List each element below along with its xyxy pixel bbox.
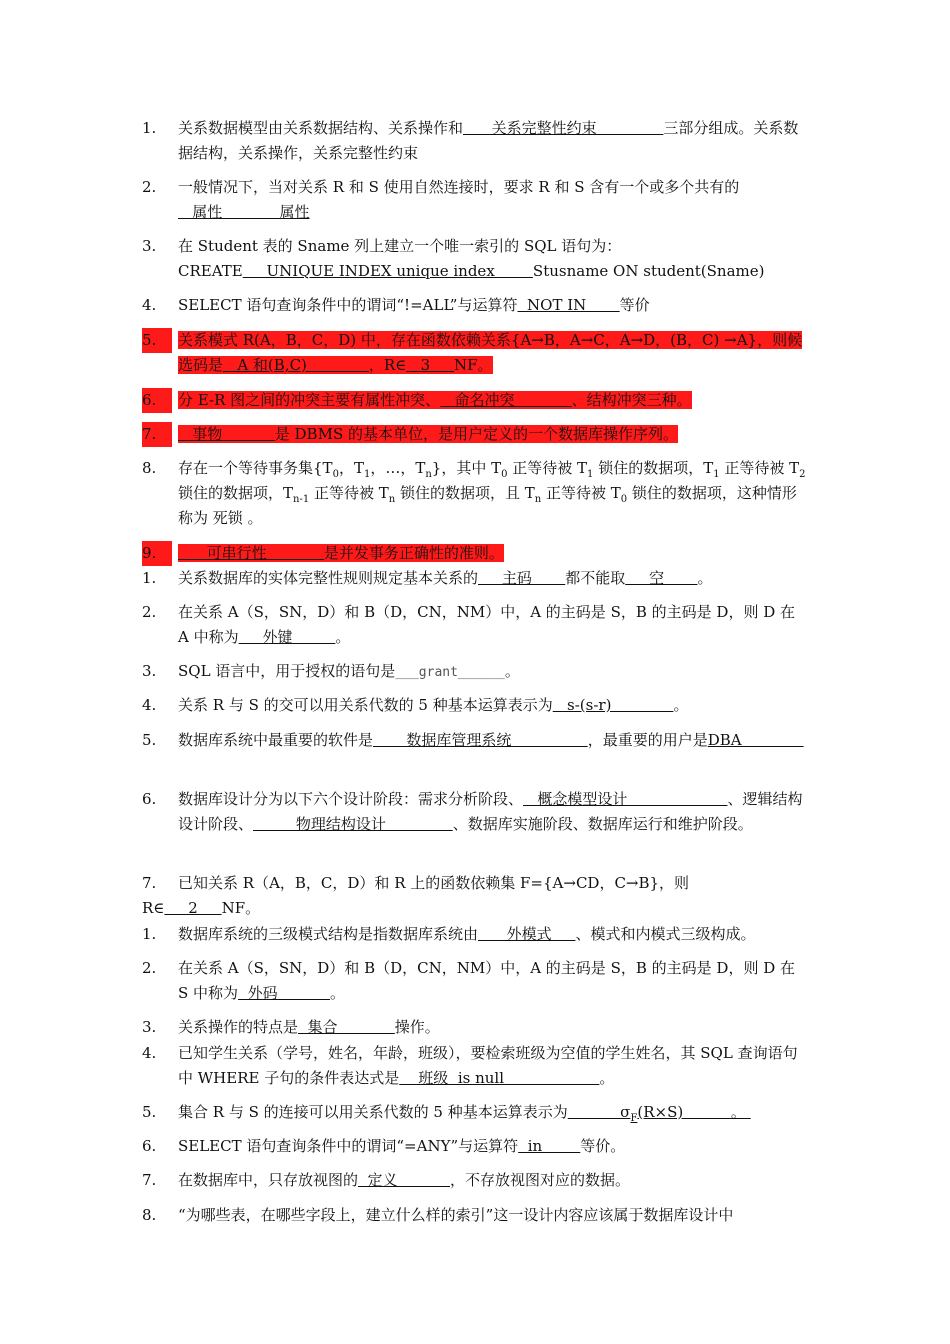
answer-blank: A 和(B,C) <box>223 356 369 374</box>
question-item <box>142 1015 810 1040</box>
text-segment: 在数据库中，只存放视图的 <box>178 1171 359 1189</box>
item-number: 8. <box>142 459 157 477</box>
text-segment: R∈ <box>142 899 165 917</box>
text-segment: 在关系 A（S，SN，D）和 B（D，CN，NM）中，A 的主码是 S，B 的主码是 D，则 D 在 S 中称为 <box>178 959 796 1002</box>
item-number: 7. <box>142 874 157 892</box>
text-segment: 操作。 <box>394 1018 440 1036</box>
question-item <box>142 388 810 413</box>
item-number: 1. <box>142 925 157 943</box>
question-item <box>142 175 810 225</box>
answer-blank: 事物 <box>178 425 275 443</box>
item-text <box>178 1041 810 1091</box>
text-segment: 关系模式 R(A，B，C，D) 中，存在函数依赖关系{A→B，A→C，A→D，(B，C) →A}，则候选码是 <box>178 331 803 374</box>
item-number: 6. <box>142 790 157 808</box>
answer-blank: NOT IN <box>517 296 620 314</box>
answer-blank: s-(s-r) <box>552 696 674 714</box>
text-segment: ___grant______ <box>395 665 505 680</box>
question-item <box>142 422 810 447</box>
answer-blank: 外键 <box>238 628 336 646</box>
item-text <box>178 175 810 225</box>
item-number: 5. <box>142 731 157 749</box>
text-segment: 锁住的数据项，T <box>178 484 294 502</box>
item-text <box>178 922 810 947</box>
text-segment: “为哪些表，在哪些字段上，建立什么样的索引”这一设计内容应该属于数据库设计中 <box>178 1206 734 1224</box>
question-item <box>142 1041 810 1091</box>
item-number: 1. <box>142 569 157 587</box>
answer-blank: 3 <box>406 356 454 374</box>
text-segment: 。 <box>599 1069 615 1087</box>
item-text <box>178 116 810 166</box>
text-segment: 三部分组成。关系数据结构，关系操作，关系完整性约束 <box>178 119 799 162</box>
question-item <box>142 234 810 284</box>
question-item <box>142 328 810 378</box>
item-number: 7. <box>142 1171 157 1189</box>
text-segment: 在 Student 表的 Sname 列上建立一个唯一索引的 SQL 语句为： <box>178 237 622 255</box>
subscript: F <box>630 1113 638 1124</box>
question-item <box>142 1100 810 1125</box>
item-number: 3. <box>142 237 157 255</box>
text-segment: 一般情况下，当对关系 R 和 S 使用自然连接时，要求 R 和 S 含有一个或多个共有的 <box>178 178 740 196</box>
answer-blank: 概念模型设计 <box>523 790 728 808</box>
text-segment: 。 <box>697 569 713 587</box>
text-segment: 关系操作的特点是 <box>178 1018 299 1036</box>
item-number: 5. <box>142 328 172 353</box>
item-text <box>178 600 810 650</box>
question-item <box>142 1203 810 1228</box>
answer-blank: DBA <box>707 731 804 749</box>
text-segment: 正等待被 T <box>719 459 800 477</box>
item-text <box>178 956 810 1006</box>
answer-blank: in <box>518 1137 581 1155</box>
subscript: 1 <box>713 469 720 480</box>
question-item <box>142 541 810 566</box>
text-segment: NF。 <box>221 899 261 917</box>
answer-blank: 外码 <box>238 984 331 1002</box>
item-text <box>178 422 810 447</box>
text-segment: 。 <box>504 662 520 680</box>
item-number: 2. <box>142 603 157 621</box>
item-text <box>178 456 810 531</box>
item-text <box>142 871 810 921</box>
text-segment: ，T <box>338 459 364 477</box>
text-segment: NF。 <box>454 356 493 374</box>
text-segment: 正等待被 T <box>541 484 621 502</box>
answer-blank: 定义 <box>358 1171 451 1189</box>
text-segment: 、结构冲突三种。 <box>571 391 692 409</box>
text-segment: 是并发事务正确性的准则。 <box>323 544 504 562</box>
answer-blank: 2 <box>164 899 222 917</box>
subscript: 1 <box>587 469 594 480</box>
text-segment: 、数据库实施阶段、数据库运行和维护阶段。 <box>452 815 753 833</box>
item-number: 9. <box>142 541 172 566</box>
text-segment: 是 DBMS 的基本单位，是用户定义的一个数据库操作序列。 <box>274 425 678 443</box>
text-segment: ，R∈ <box>368 356 407 374</box>
item-number: 4. <box>142 696 157 714</box>
text-segment: ，最重要的用户是 <box>587 731 708 749</box>
text-segment: 关系 R 与 S 的交可以用关系代数的 5 种基本运算表示为 <box>178 696 553 714</box>
item-text <box>178 541 810 566</box>
subscript: n <box>388 494 396 505</box>
text-segment: SQL 语言中，用于授权的语句是 <box>178 662 396 680</box>
item-text <box>178 728 810 753</box>
question-item <box>142 871 810 921</box>
subscript: 1 <box>363 469 371 480</box>
subscript: 0 <box>332 469 339 480</box>
item-text <box>178 566 810 591</box>
subscript: n <box>425 469 432 480</box>
text-segment: 正等待被 T <box>507 459 588 477</box>
item-number: 1. <box>142 119 157 137</box>
item-text <box>178 787 810 837</box>
text-segment: ，不存放视图对应的数据。 <box>450 1171 631 1189</box>
text-segment: }，其中 T <box>431 459 502 477</box>
answer-blank: 数据库管理系统 <box>373 731 588 749</box>
text-segment: SELECT 语句查询条件中的谓词“!=ALL”与运算符 <box>178 296 518 314</box>
text-segment: 。 <box>673 696 689 714</box>
text-segment: 等价。 <box>580 1137 626 1155</box>
item-number: 5. <box>142 1103 157 1121</box>
question-item <box>142 600 810 650</box>
text-segment: 等价 <box>619 296 650 314</box>
question-item <box>142 693 810 718</box>
item-number: 6. <box>142 388 172 413</box>
text-segment: ，…，T <box>370 459 426 477</box>
question-item <box>142 728 810 753</box>
item-text <box>178 1134 810 1159</box>
question-item <box>142 456 810 531</box>
item-text <box>178 1203 810 1228</box>
subscript: 0 <box>620 494 628 505</box>
answer-blank: 集合 <box>298 1018 395 1036</box>
question-item <box>142 922 810 947</box>
text-segment: 已知学生关系（学号，姓名，年龄，班级），要检索班级为空值的学生姓名，其 SQL 查询语句中 WHERE 子句的条件表达式是 <box>178 1044 798 1087</box>
item-number: 3. <box>142 662 157 680</box>
subscript: 0 <box>501 469 508 480</box>
answer-blank: 外模式 <box>478 925 576 943</box>
text-segment: 关系数据模型由关系数据结构、关系操作和 <box>178 119 464 137</box>
question-item <box>142 116 810 166</box>
item-number: 3. <box>142 1018 157 1036</box>
text-segment: 数据库设计分为以下六个设计阶段：需求分析阶段、 <box>178 790 524 808</box>
item-number: 4. <box>142 296 157 314</box>
subscript: n-1 <box>293 494 310 505</box>
item-text <box>178 1100 810 1125</box>
text-segment: 分 E-R 图之间的冲突主要有属性冲突、 <box>178 391 441 409</box>
item-number: 4. <box>142 1044 157 1062</box>
subscript: 2 <box>799 469 806 480</box>
text-segment: 。 <box>330 984 346 1002</box>
answer-blank: 物理结构设计 <box>253 815 453 833</box>
question-item <box>142 659 810 685</box>
answer-blank: 属性 属性 <box>178 203 310 221</box>
answer-blank: 空 <box>625 569 698 587</box>
text-segment: 在关系 A（S，SN，D）和 B（D，CN，NM）中，A 的主码是 S，B 的主码是 D，则 D 在 A 中称为 <box>178 603 796 646</box>
answer-blank: 主码 <box>478 569 566 587</box>
text-segment: 关系数据库的实体完整性规则规定基本关系的 <box>178 569 479 587</box>
item-text <box>178 693 810 718</box>
question-item <box>142 787 810 837</box>
text-segment: 。 <box>335 628 351 646</box>
question-item <box>142 566 810 591</box>
item-text <box>178 659 810 685</box>
question-item <box>142 1134 810 1159</box>
item-number: 2. <box>142 959 157 977</box>
subscript: n <box>534 494 542 505</box>
question-item <box>142 956 810 1006</box>
item-text <box>178 388 810 413</box>
text-segment: 数据库系统的三级模式结构是指数据库系统由 <box>178 925 479 943</box>
text-segment: CREATE <box>178 262 243 280</box>
item-text <box>178 293 810 318</box>
item-number: 8. <box>142 1206 157 1224</box>
item-text <box>178 1015 810 1040</box>
answer-blank: 命名冲突 <box>440 391 572 409</box>
text-segment: 、模式和内模式三级构成。 <box>575 925 756 943</box>
answer-blank: 可串行性 <box>178 544 324 562</box>
item-number: 2. <box>142 178 157 196</box>
text-segment: Stusname ON student(Sname) <box>532 262 765 280</box>
answer-blank: 班级 is null <box>399 1069 600 1087</box>
answer-blank: (R×S) 。 <box>637 1103 751 1121</box>
item-text <box>178 1168 810 1193</box>
answer-blank: UNIQUE INDEX unique index <box>242 262 533 280</box>
item-number: 6. <box>142 1137 157 1155</box>
text-segment: 、逻辑结构设计阶段、 <box>178 790 803 833</box>
question-item <box>142 293 810 318</box>
item-text <box>178 234 810 284</box>
text-segment: 正等待被 T <box>309 484 389 502</box>
answer-blank: σ <box>567 1103 631 1121</box>
item-number: 7. <box>142 422 172 447</box>
text-segment: 都不能取 <box>565 569 626 587</box>
item-text <box>178 328 810 378</box>
text-segment: 数据库系统中最重要的软件是 <box>178 731 374 749</box>
text-segment: 集合 R 与 S 的连接可以用关系代数的 5 种基本运算表示为 <box>178 1103 568 1121</box>
text-segment: 锁住的数据项，T <box>593 459 714 477</box>
text-segment: SELECT 语句查询条件中的谓词“=ANY”与运算符 <box>178 1137 519 1155</box>
text-segment: 已知关系 R（A，B，C，D）和 R 上的函数依赖集 F={A→CD，C→B}，则 <box>178 874 690 892</box>
text-segment: 锁住的数据项，且 T <box>395 484 535 502</box>
answer-blank: 关系完整性约束 <box>463 119 664 137</box>
text-segment: 存在一个等待事务集{T <box>178 459 333 477</box>
question-item <box>142 1168 810 1193</box>
text-segment: 锁住的数据项，这种情形称为 死锁 。 <box>178 484 797 527</box>
